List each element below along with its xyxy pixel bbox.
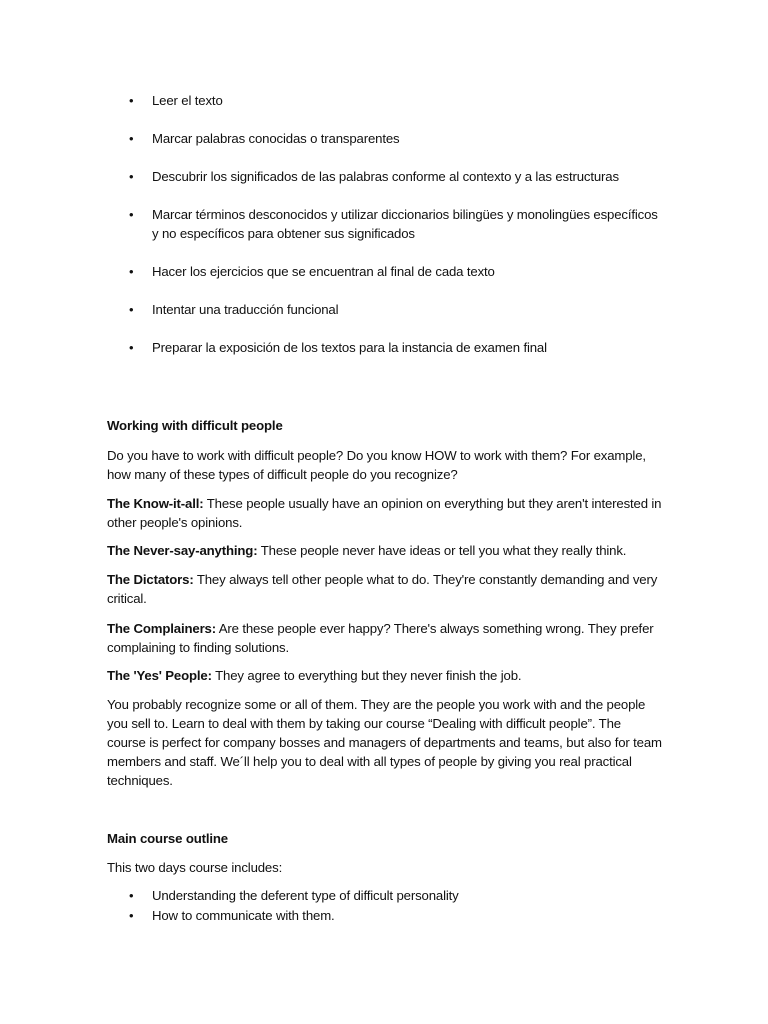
type-paragraph-know-it-all [107, 494, 663, 532]
bullet-icon: • [129, 302, 134, 317]
bullet-icon: • [129, 908, 134, 923]
list-item [107, 91, 667, 110]
intro-paragraph: Do you have to work with difficult people? Do you know HOW to work with them? For example, how many of these types of difficult people do you recognize? [107, 448, 646, 482]
list-item-text: How to communicate with them. [152, 908, 335, 923]
list-item-text: Descubrir los significados de las palabras conforme al contexto y a las estructuras [152, 169, 619, 184]
list-item [107, 886, 667, 905]
section-heading: Working with difficult people [107, 418, 283, 433]
type-description: These people usually have an opinion on everything but they aren't interested in other people's opinions. [107, 496, 662, 530]
closing-paragraph: You probably recognize some or all of them. They are the people you work with and the people you sell to. Learn to deal with them by taking our course “Dealing with difficult people”. The course is perfect for company bosses and managers of departments and teams, but also for team members and staff. We´ll help you to deal with all types of people by giving you real practical techniques. [107, 697, 662, 788]
bullet-icon: • [129, 888, 134, 903]
list-item-text: Intentar una traducción funcional [152, 302, 339, 317]
list-item [107, 300, 667, 319]
list-item [107, 262, 667, 281]
list-item-text: Preparar la exposición de los textos para la instancia de examen final [152, 340, 547, 355]
study-steps-list [107, 91, 667, 376]
list-item-text: Marcar términos desconocidos y utilizar diccionarios bilingües y monolingües específicos y no específicos para obtener sus significados [152, 207, 658, 241]
bullet-icon: • [129, 169, 134, 184]
type-description: They always tell other people what to do. They're constantly demanding and very critical. [107, 572, 658, 606]
list-item [107, 906, 667, 925]
course-intro: This two days course includes: [107, 860, 283, 875]
type-paragraph-yes-people [107, 666, 663, 685]
type-term: The Know-it-all: [107, 496, 204, 511]
type-description: They agree to everything but they never finish the job. [211, 668, 522, 683]
bullet-icon: • [129, 340, 134, 355]
bullet-icon: • [129, 264, 134, 279]
type-term: The Never-say-anything: [107, 543, 258, 558]
bullet-icon: • [129, 93, 134, 108]
type-term: The Dictators: [107, 572, 194, 587]
bullet-icon: • [129, 131, 134, 146]
type-description: Are these people ever happy? There's always something wrong. They prefer complaining to finding solutions. [107, 621, 654, 655]
list-item-text: Leer el texto [152, 93, 223, 108]
list-item-text: Understanding the deferent type of difficult personality [152, 888, 459, 903]
type-paragraph-never-say-anything [107, 541, 663, 560]
type-term: The Complainers: [107, 621, 216, 636]
list-item [107, 205, 667, 243]
section-heading: Main course outline [107, 831, 228, 846]
bullet-icon: • [129, 207, 134, 222]
course-outline-list [107, 886, 667, 926]
type-paragraph-dictators [107, 570, 663, 608]
type-paragraph-complainers [107, 619, 663, 657]
list-item [107, 338, 667, 357]
list-item-text: Hacer los ejercicios que se encuentran al final de cada texto [152, 264, 495, 279]
list-item [107, 129, 667, 148]
type-description: These people never have ideas or tell you what they really think. [257, 543, 627, 558]
list-item [107, 167, 667, 186]
list-item-text: Marcar palabras conocidas o transparentes [152, 131, 400, 146]
type-term: The 'Yes' People: [107, 668, 212, 683]
